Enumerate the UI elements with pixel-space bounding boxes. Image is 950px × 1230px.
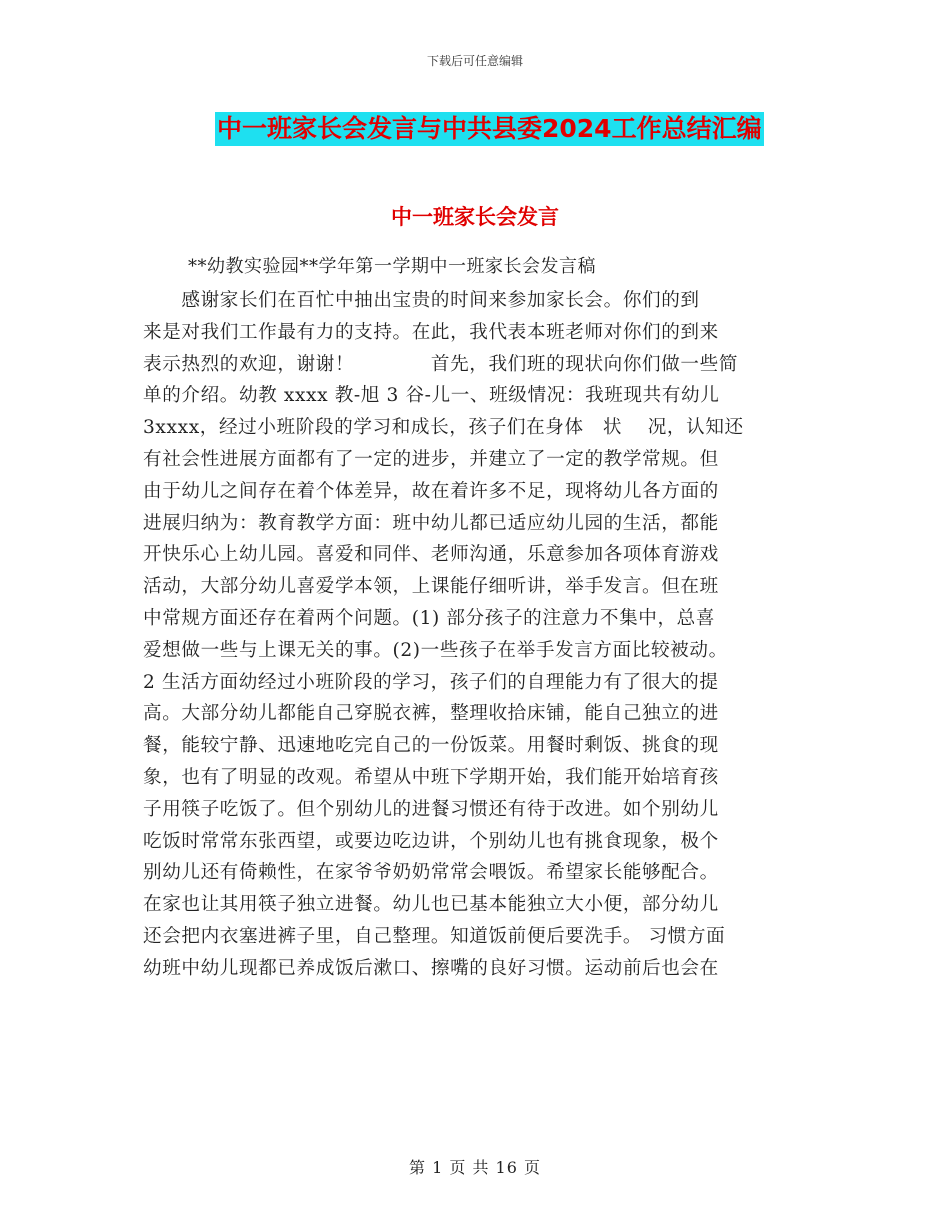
- body-line: 还会把内衣塞进裤子里，自己整理。知道饭前便后要洗手。 习惯方面: [143, 925, 726, 947]
- body-line: 感谢家长们在百忙中抽出宝贵的时间来参加家长会。你们的到: [143, 290, 700, 311]
- body-line: 幼班中幼儿现都已养成饭后漱口、擦嘴的良好习惯。运动前后也会在: [143, 957, 719, 979]
- body-line: 爱想做一些与上课无关的事。(2)一些孩子在举手发言方面比较被动。: [143, 639, 728, 661]
- body-line: 表示热烈的欢迎，谢谢！ 首先，我们班的现状向你们做一些简: [143, 353, 739, 375]
- page-header-note: 下载后可任意编辑: [426, 54, 523, 68]
- body-line: 3xxxx，经过小班阶段的学习和成长，孩子们在身体 状 况，认知还: [143, 417, 744, 439]
- body-line: 2 生活方面幼经过小班阶段的学习，孩子们的自理能力有了很大的提: [143, 671, 719, 693]
- body-line: 餐，能较宁静、迅速地吃完自己的一份饭菜。用餐时剩饭、挑食的现: [143, 735, 719, 757]
- body-line: 进展归纳为：教育教学方面：班中幼儿都已适应幼儿园的生活，都能: [143, 512, 719, 534]
- body-line: 有社会性进展方面都有了一定的进步，并建立了一定的教学常规。但: [143, 448, 719, 470]
- body-line: 中常规方面还存在着两个问题。(1) 部分孩子的注意力不集中，总喜: [143, 607, 716, 629]
- body-line: 子用筷子吃饭了。但个别幼儿的进餐习惯还有待于改进。如个别幼儿: [143, 798, 719, 820]
- body-line: 在家也让其用筷子独立进餐。幼儿也已基本能独立大小便，部分幼儿: [143, 894, 719, 916]
- body-line: 活动，大部分幼儿喜爱学本领，上课能仔细听讲，举手发言。但在班: [143, 576, 719, 598]
- body-paragraph: [143, 285, 807, 985]
- document-title: 中一班家长会发言与中共县委2024工作总结汇编: [215, 112, 764, 146]
- body-line: 别幼儿还有倚赖性，在家爷爷奶奶常常会喂饭。希望家长能够配合。: [143, 862, 719, 884]
- body-line: 高。大部分幼儿都能自己穿脱衣裤，整理收拾床铺，能自己独立的进: [143, 703, 719, 725]
- body-line: 来是对我们工作最有力的支持。在此，我代表本班老师对你们的到来: [143, 321, 719, 343]
- speech-subtitle: **幼教实验园**学年第一学期中一班家长会发言稿: [188, 256, 596, 277]
- body-line: 吃饭时常常东张西望，或要边吃边讲，个别幼儿也有挑食现象，极个: [143, 830, 719, 852]
- section-title: 中一班家长会发言: [391, 205, 559, 229]
- body-line: 开快乐心上幼儿园。喜爱和同伴、老师沟通，乐意参加各项体育游戏: [143, 544, 719, 566]
- body-line: 象，也有了明显的改观。希望从中班下学期开始，我们能开始培育孩: [143, 766, 719, 788]
- body-line: 由于幼儿之间存在着个体差异，故在着许多不足，现将幼儿各方面的: [143, 480, 719, 502]
- page-footer: 第 1 页 共 16 页: [409, 1158, 541, 1177]
- body-line: 单的介绍。幼教 xxxx 教-旭 3 谷-儿一、班级情况：我班现共有幼儿: [143, 385, 720, 407]
